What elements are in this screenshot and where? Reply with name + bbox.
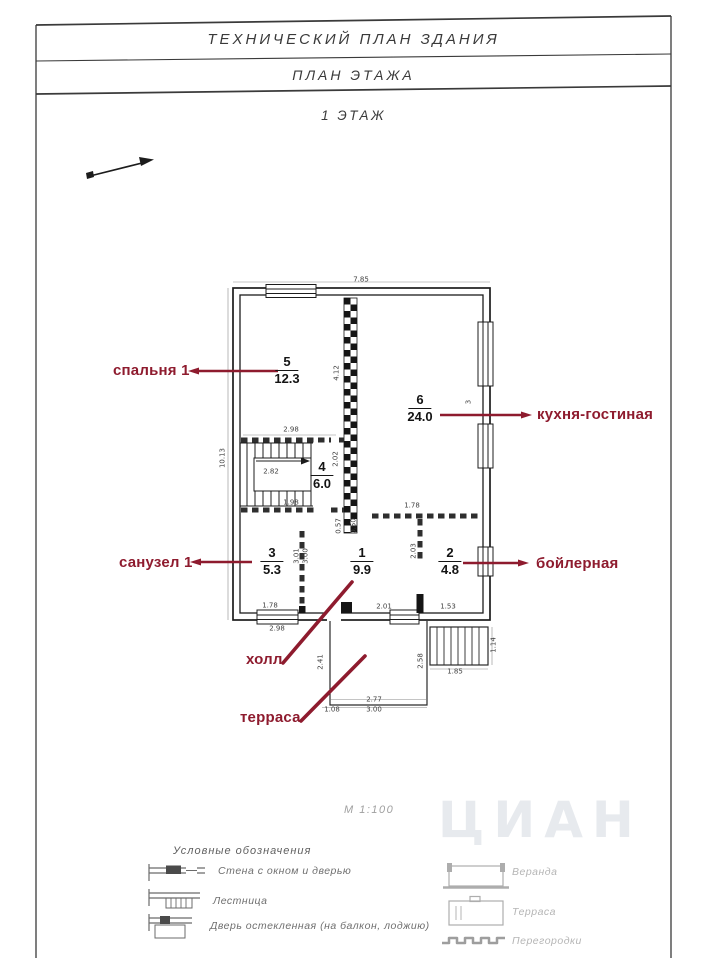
legend-symbol-veranda bbox=[443, 863, 509, 888]
dim-stub-a: 0.57 bbox=[334, 518, 343, 534]
room-label-4: 4 6.0 bbox=[310, 460, 333, 491]
dim-stairs-inner: 2.82 bbox=[263, 467, 279, 476]
dim-steps-width: 1.85 bbox=[447, 667, 463, 676]
room-label-1: 1 9.9 bbox=[350, 546, 373, 577]
dim-steps-left: 2.58 bbox=[416, 653, 425, 669]
dim-left-depth: 10.13 bbox=[218, 447, 227, 469]
dim-bottom-hall: 2.01 bbox=[376, 602, 392, 611]
dim-bottom-bath: 1.78 bbox=[262, 601, 278, 610]
legend-symbol-stairs bbox=[149, 889, 200, 908]
dim-stub-b: 0.50 bbox=[349, 518, 358, 534]
dim-terrace-left: 2.41 bbox=[316, 654, 325, 670]
dim-bath-b: 3.00 bbox=[301, 548, 310, 564]
outdoor-steps bbox=[430, 627, 488, 665]
legend-item-wall-window-door: Стена с окном и дверью bbox=[218, 865, 352, 877]
plan-subtitle: ПЛАН ЭТАЖА bbox=[292, 67, 415, 83]
dim-terrace-inner: 2.77 bbox=[366, 695, 382, 704]
room-label-5: 5 12.3 bbox=[274, 354, 300, 386]
legend-symbol-glazed-door bbox=[149, 914, 192, 938]
legend-symbol-terrace bbox=[449, 897, 503, 926]
room-label-2: 2 4.8 bbox=[438, 546, 461, 577]
scale-label: М 1:100 bbox=[344, 804, 395, 816]
dim-stairs-right: 2.02 bbox=[331, 451, 340, 467]
legend-symbol-partition bbox=[442, 938, 505, 943]
callout-bathroom: санузел 1 bbox=[119, 554, 193, 571]
dim-bath-a: 3.01 bbox=[292, 548, 301, 564]
watermark: ЦИАН bbox=[438, 791, 643, 849]
callout-bedroom: спальня 1 bbox=[113, 362, 190, 379]
legend-item-stairs: Лестница bbox=[213, 895, 268, 907]
legend-item-glazed-door: Дверь остекленная (на балкон, лоджию) bbox=[210, 920, 430, 932]
dim-stairs-bottom: 1.98 bbox=[283, 498, 299, 507]
callout-hall: холл bbox=[246, 651, 283, 668]
floor-title: 1 ЭТАЖ bbox=[321, 108, 386, 123]
dim-chimney: 4.12 bbox=[332, 365, 341, 381]
dim-bottom-window: 2.98 bbox=[269, 624, 285, 633]
terrace-outline bbox=[330, 621, 427, 705]
legend-item-terrace: Терраса bbox=[512, 906, 557, 918]
dim-terrace-outer: 3.00 bbox=[366, 705, 382, 714]
dim-bottom-boiler: 1.53 bbox=[440, 602, 456, 611]
callout-boiler: бойлерная bbox=[536, 555, 619, 572]
dim-stairs-top: 2.98 bbox=[283, 425, 299, 434]
document-title: ТЕХНИЧЕСКИЙ ПЛАН ЗДАНИЯ bbox=[207, 31, 500, 48]
dim-boiler: 2.03 bbox=[409, 543, 418, 559]
room-label-6: 6 24.0 bbox=[407, 392, 433, 424]
legend-symbol-wall-window-door bbox=[149, 864, 205, 881]
legend-item-veranda: Веранда bbox=[512, 866, 558, 878]
legend-item-partition: Перегородки bbox=[512, 935, 582, 947]
callout-terrace: терраса bbox=[240, 709, 301, 726]
dim-top-width: 7.85 bbox=[353, 275, 369, 284]
dim-kitchen-partition: 1.78 bbox=[404, 501, 420, 510]
dim-steps-height: 1.14 bbox=[489, 637, 498, 653]
room-label-3: 3 5.3 bbox=[260, 546, 283, 577]
legend-heading: Условные обозначения bbox=[173, 845, 312, 857]
chimney-wall bbox=[344, 298, 357, 533]
callout-kitchen: кухня-гостиная bbox=[537, 406, 654, 423]
dim-terrace-corner: 1.08 bbox=[324, 705, 340, 714]
dim-kitchen-window: 3 bbox=[464, 399, 473, 405]
north-arrow-icon bbox=[86, 157, 154, 179]
